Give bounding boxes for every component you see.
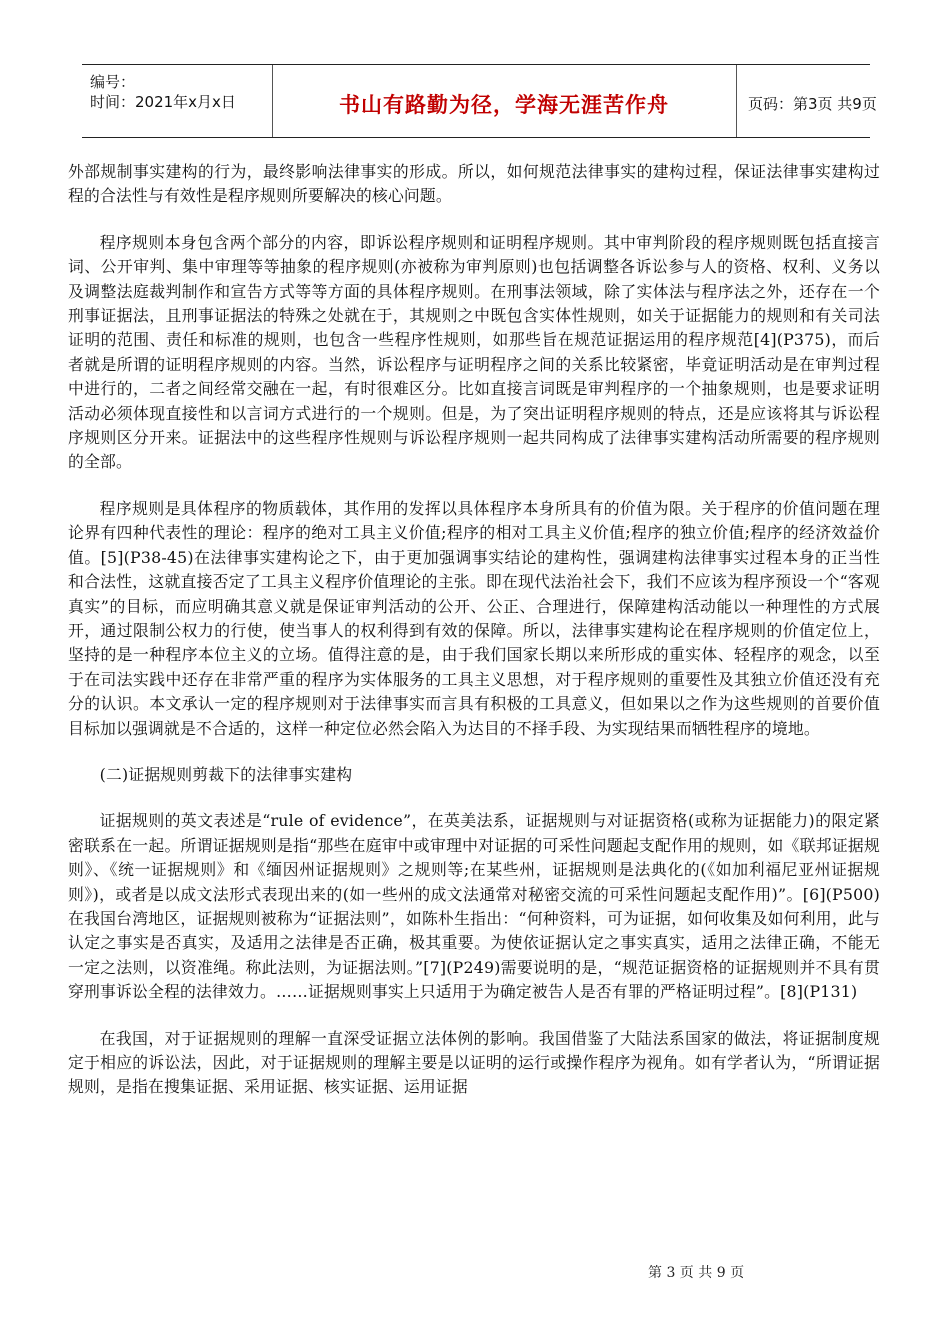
header-meta-cell [82,65,273,137]
document-time-label: 时间：2021年x月x日 [90,93,236,111]
paragraph-continued: 外部规制事实建构的行为，最终影响法律事实的形成。所以，如何规范法律事实的建构过程，保证法律事实建构过程的合法性与有效性是程序规则所要解决的核心问题。 [68,162,880,206]
paragraph: 证据规则的英文表述是“rule of evidence”，在英美法系，证据规则与对证据资格(或称为证据能力)的限定紧密联系在一起。所谓证据规则是指“那些在庭审中或审理中对证据的可采性问题起支配作用的规则，如《联邦证据规则》、《统一证据规则》和《缅因州证据规则》之规则等;在某些州，证据规则是法典化的(《如加利福尼亚州证据规则》)，或者是以成文法形式表现出来的(如一些州的成文法通常对秘密交流的可采性问题起支配作用)”。[6](P500)在我国台湾地区，证据规则被称为“证据法则”，如陈朴生指出：“何种资料，可为证据，如何收集及如何利用，此与认定之事实是否真实，及适用之法律是否正确，极其重要。为使依证据认定之事实真实，适用之法律正确，不能无一定之法则，以资准绳。称此法则，为证据法则。”[7](P249)需要说明的是，“规范证据资格的证据规则并不具有贯穿刑事诉讼全程的法律效力。……证据规则事实上只适用于为确定被告人是否有罪的严格证明过程”。[8](P131) [68,811,880,1002]
header-motto-cell [272,65,737,137]
paragraph: 程序规则是具体程序的物质载体，其作用的发挥以具体程序本身所具有的价值为限。关于程序的价值问题在理论界有四种代表性的理论：程序的绝对工具主义价值;程序的相对工具主义价值;程序的独立价值;程序的经济效益价值。[5](P38-45)在法律事实建构论之下，由于更加强调事实结论的建构性，强调建构法律事实过程本身的正当性和合法性，这就直接否定了工具主义程序价值理论的主张。即在现代法治社会下，我们不应该为程序预设一个“客观真实”的目标，而应明确其意义就是保证审判活动的公开、公正、合理进行，保障建构活动能以一种理性的方式展开，通过限制公权力的行使，使当事人的权利得到有效的保障。所以，法律事实建构论在程序规则的价值定位上，坚持的是一种程序本位主义的立场。值得注意的是，由于我们国家长期以来所形成的重实体、轻程序的观念，以至于在司法实践中还存在非常严重的程序为实体服务的工具主义思想，对于程序规则的重要性及其独立价值还没有充分的认识。本文承认一定的程序规则对于法律事实而言具有积极的工具意义，但如果以之作为这些规则的首要价值目标加以强调就是不合适的，这样一种定位必然会陷入为达目的不择手段、为实现结果而牺牲程序的境地。 [68,498,880,738]
document-number-label: 编号： [90,73,136,91]
section-heading: (二)证据规则剪裁下的法律事实建构 [99,764,353,784]
page-footer: 第 3 页 共 9 页 [648,1265,745,1281]
header-page-cell [736,65,877,137]
header-motto: 书山有路勤为径，学海无涯苦作舟 [339,93,669,117]
header-page-info: 页码：第3页 共9页 [748,95,877,113]
paragraph: 程序规则本身包含两个部分的内容，即诉讼程序规则和证明程序规则。其中审判阶段的程序规则既包括直接言词、公开审判、集中审理等等抽象的程序规则(亦被称为审判原则)也包括调整各诉讼参与人的资格、权利、义务以及调整法庭裁判制作和宣告方式等等方面的具体程序规则。在刑事法领域，除了实体法与程序法之外，还存在一个刑事证据法，且刑事证据法的特殊之处就在于，其规则之中既包含实体性规则，如关于证据能力的规则和有关司法证明的范围、责任和标准的规则，也包含一些程序性规则，如那些旨在规范证据运用的程序规范[4](P375)，而后者就是所谓的证明程序规则的内容。当然，诉讼程序与证明程序之间的关系比较紧密，毕竟证明活动是在审判过程中进行的，二者之间经常交融在一起，有时很难区分。比如直接言词既是审判程序的一个抽象规则，也是要求证明活动必须体现直接性和以言词方式进行的一个规则。但是，为了突出证明程序规则的特点，还是应该将其与诉讼程序规则区分开来。证据法中的这些程序性规则与诉讼程序规则一起共同构成了法律事实建构活动所需要的程序规则的全部。 [68,232,880,472]
page-header [82,64,877,138]
paragraph: 在我国，对于证据规则的理解一直深受证据立法体例的影响。我国借鉴了大陆法系国家的做法，将证据制度规定于相应的诉讼法，因此，对于证据规则的理解主要是以证明的运行或操作程序为视角。如有学者认为，“所谓证据规则，是指在搜集证据、采用证据、核实证据、运用证据 [68,1028,880,1097]
document-body [68,160,880,1122]
